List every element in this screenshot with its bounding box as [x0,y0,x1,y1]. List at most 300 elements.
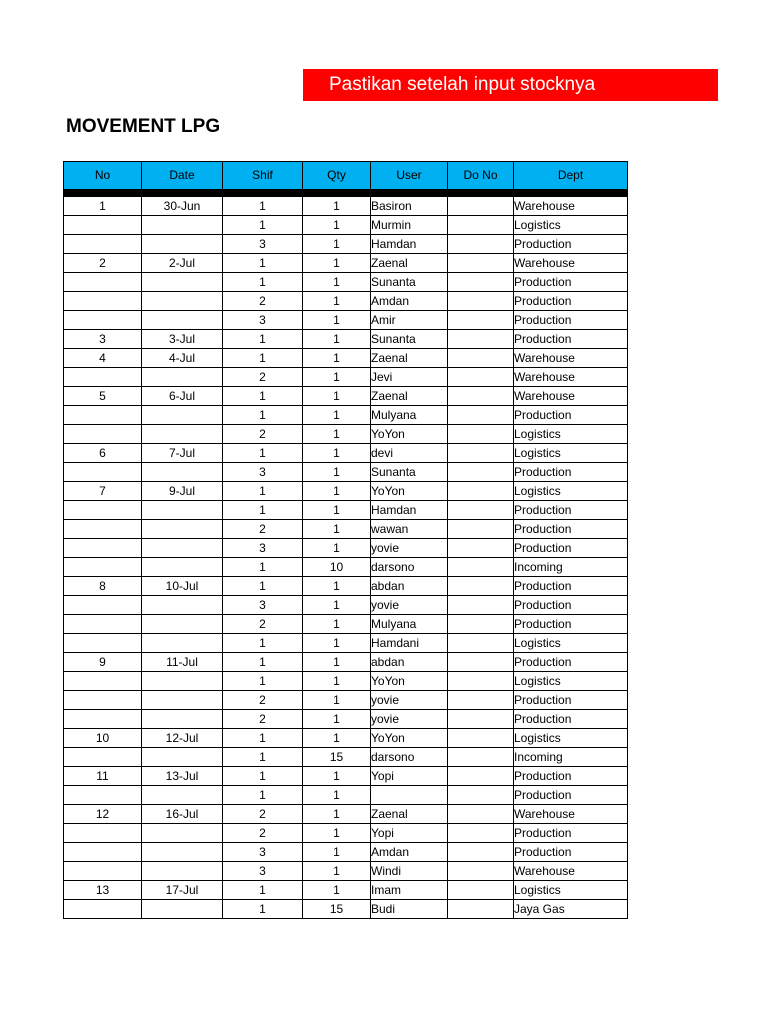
cell-no[interactable] [64,596,142,615]
cell-user[interactable]: Amdan [371,843,448,862]
cell-shif[interactable]: 1 [223,558,303,577]
cell-user[interactable]: abdan [371,653,448,672]
cell-do-no[interactable] [448,843,514,862]
cell-user[interactable]: Yopi [371,767,448,786]
cell-dept[interactable]: Logistics [514,729,628,748]
cell-do-no[interactable] [448,729,514,748]
cell-date[interactable]: 11-Jul [142,653,223,672]
cell-do-no[interactable] [448,558,514,577]
cell-date[interactable] [142,710,223,729]
cell-do-no[interactable] [448,596,514,615]
cell-dept[interactable]: Logistics [514,425,628,444]
movement-table [63,161,628,919]
cell-dept[interactable]: Logistics [514,634,628,653]
cell-date[interactable] [142,235,223,254]
cell-no[interactable]: 4 [64,349,142,368]
cell-do-no[interactable] [448,767,514,786]
cell-no[interactable]: 6 [64,444,142,463]
header-divider [64,189,628,197]
cell-no[interactable]: 1 [64,197,142,216]
cell-date[interactable] [142,615,223,634]
header-no[interactable]: No [64,162,142,190]
table-row [64,463,628,482]
cell-dept[interactable]: Production [514,767,628,786]
cell-shif[interactable]: 2 [223,425,303,444]
cell-dept[interactable]: Production [514,273,628,292]
cell-qty[interactable]: 1 [303,634,371,653]
cell-dept[interactable]: Logistics [514,881,628,900]
cell-shif[interactable]: 1 [223,729,303,748]
cell-date[interactable]: 4-Jul [142,349,223,368]
cell-user[interactable]: devi [371,444,448,463]
cell-do-no[interactable] [448,805,514,824]
cell-qty[interactable]: 1 [303,672,371,691]
cell-qty[interactable]: 1 [303,311,371,330]
cell-date[interactable] [142,786,223,805]
table-row [64,634,628,653]
cell-shif[interactable]: 1 [223,653,303,672]
cell-user[interactable]: Amir [371,311,448,330]
cell-date[interactable] [142,691,223,710]
cell-user[interactable]: Murmin [371,216,448,235]
cell-dept[interactable]: Production [514,501,628,520]
cell-date[interactable]: 7-Jul [142,444,223,463]
cell-dept[interactable]: Jaya Gas [514,900,628,919]
header-user[interactable]: User [371,162,448,190]
cell-shif[interactable]: 1 [223,197,303,216]
cell-date[interactable]: 2-Jul [142,254,223,273]
cell-qty[interactable]: 1 [303,273,371,292]
cell-date[interactable] [142,463,223,482]
cell-shif[interactable]: 1 [223,216,303,235]
cell-do-no[interactable] [448,197,514,216]
cell-no[interactable] [64,311,142,330]
cell-shif[interactable]: 1 [223,330,303,349]
cell-dept[interactable]: Warehouse [514,862,628,881]
table-row [64,444,628,463]
table-row [64,710,628,729]
cell-shif[interactable]: 2 [223,805,303,824]
cell-date[interactable] [142,368,223,387]
cell-do-no[interactable] [448,273,514,292]
cell-user[interactable]: yovie [371,596,448,615]
cell-user[interactable]: Mulyana [371,615,448,634]
cell-do-no[interactable] [448,520,514,539]
cell-qty[interactable]: 1 [303,805,371,824]
cell-do-no[interactable] [448,786,514,805]
cell-qty[interactable]: 1 [303,501,371,520]
cell-user[interactable]: Basiron [371,197,448,216]
cell-dept[interactable]: Production [514,520,628,539]
cell-qty[interactable]: 1 [303,463,371,482]
cell-date[interactable]: 3-Jul [142,330,223,349]
cell-no[interactable] [64,292,142,311]
cell-user[interactable] [371,786,448,805]
cell-do-no[interactable] [448,501,514,520]
cell-user[interactable]: YoYon [371,672,448,691]
cell-do-no[interactable] [448,349,514,368]
cell-dept[interactable]: Logistics [514,216,628,235]
cell-no[interactable] [64,824,142,843]
cell-dept[interactable]: Incoming [514,558,628,577]
cell-date[interactable] [142,311,223,330]
cell-dept[interactable]: Production [514,615,628,634]
cell-user[interactable]: Zaenal [371,254,448,273]
cell-no[interactable]: 11 [64,767,142,786]
cell-user[interactable]: Imam [371,881,448,900]
cell-no[interactable]: 10 [64,729,142,748]
cell-shif[interactable]: 3 [223,862,303,881]
table-row [64,767,628,786]
cell-user[interactable]: Zaenal [371,805,448,824]
cell-user[interactable]: Yopi [371,824,448,843]
cell-dept[interactable]: Logistics [514,482,628,501]
cell-do-no[interactable] [448,691,514,710]
cell-no[interactable] [64,615,142,634]
cell-qty[interactable]: 1 [303,691,371,710]
cell-shif[interactable]: 1 [223,748,303,767]
cell-date[interactable]: 16-Jul [142,805,223,824]
table-row [64,748,628,767]
cell-shif[interactable]: 1 [223,672,303,691]
table-row [64,482,628,501]
cell-date[interactable] [142,406,223,425]
cell-no[interactable] [64,235,142,254]
cell-dept[interactable]: Warehouse [514,368,628,387]
header-row [64,162,628,190]
cell-user[interactable]: Sunanta [371,273,448,292]
cell-shif[interactable]: 1 [223,349,303,368]
cell-shif[interactable]: 2 [223,824,303,843]
cell-no[interactable] [64,786,142,805]
cell-dept[interactable]: Production [514,292,628,311]
header-qty[interactable]: Qty [303,162,371,190]
cell-do-no[interactable] [448,672,514,691]
cell-shif[interactable]: 2 [223,520,303,539]
cell-shif[interactable]: 1 [223,786,303,805]
cell-date[interactable] [142,843,223,862]
cell-date[interactable]: 12-Jul [142,729,223,748]
cell-qty[interactable]: 1 [303,539,371,558]
cell-qty[interactable]: 1 [303,330,371,349]
cell-user[interactable]: darsono [371,558,448,577]
cell-qty[interactable]: 1 [303,824,371,843]
cell-no[interactable] [64,501,142,520]
cell-no[interactable] [64,463,142,482]
cell-shif[interactable]: 1 [223,577,303,596]
cell-do-no[interactable] [448,881,514,900]
cell-do-no[interactable] [448,615,514,634]
cell-qty[interactable]: 1 [303,786,371,805]
cell-do-no[interactable] [448,368,514,387]
cell-dept[interactable]: Logistics [514,672,628,691]
cell-user[interactable]: Mulyana [371,406,448,425]
cell-no[interactable]: 12 [64,805,142,824]
cell-qty[interactable]: 1 [303,444,371,463]
table-row [64,805,628,824]
cell-no[interactable] [64,406,142,425]
cell-no[interactable]: 5 [64,387,142,406]
cell-dept[interactable]: Production [514,710,628,729]
cell-dept[interactable]: Warehouse [514,349,628,368]
cell-date[interactable] [142,596,223,615]
cell-no[interactable]: 8 [64,577,142,596]
cell-dept[interactable]: Warehouse [514,197,628,216]
cell-qty[interactable]: 1 [303,387,371,406]
cell-qty[interactable]: 1 [303,653,371,672]
cell-dept[interactable]: Logistics [514,444,628,463]
cell-qty[interactable]: 1 [303,729,371,748]
cell-date[interactable] [142,672,223,691]
cell-dept[interactable]: Production [514,311,628,330]
cell-user[interactable]: yovie [371,691,448,710]
cell-shif[interactable]: 1 [223,900,303,919]
cell-no[interactable] [64,539,142,558]
cell-shif[interactable]: 3 [223,463,303,482]
cell-qty[interactable]: 1 [303,577,371,596]
cell-qty[interactable]: 1 [303,767,371,786]
cell-shif[interactable]: 2 [223,292,303,311]
cell-qty[interactable]: 1 [303,881,371,900]
cell-dept[interactable]: Warehouse [514,387,628,406]
cell-date[interactable] [142,634,223,653]
cell-qty[interactable]: 1 [303,425,371,444]
cell-date[interactable] [142,292,223,311]
table-body [64,197,628,919]
table-row [64,862,628,881]
cell-do-no[interactable] [448,862,514,881]
cell-date[interactable]: 6-Jul [142,387,223,406]
cell-qty[interactable]: 1 [303,843,371,862]
cell-shif[interactable]: 2 [223,615,303,634]
cell-no[interactable] [64,368,142,387]
cell-do-no[interactable] [448,482,514,501]
cell-dept[interactable]: Production [514,824,628,843]
cell-shif[interactable]: 1 [223,387,303,406]
cell-do-no[interactable] [448,216,514,235]
cell-user[interactable]: YoYon [371,482,448,501]
table-row [64,387,628,406]
header-do-no[interactable]: Do No [448,162,514,190]
cell-do-no[interactable] [448,653,514,672]
cell-no[interactable]: 7 [64,482,142,501]
cell-qty[interactable]: 1 [303,368,371,387]
cell-user[interactable]: Hamdan [371,501,448,520]
cell-do-no[interactable] [448,254,514,273]
cell-user[interactable]: Windi [371,862,448,881]
cell-date[interactable]: 17-Jul [142,881,223,900]
cell-shif[interactable]: 2 [223,368,303,387]
cell-user[interactable]: yovie [371,539,448,558]
cell-dept[interactable]: Production [514,330,628,349]
cell-user[interactable]: Zaenal [371,387,448,406]
cell-qty[interactable]: 1 [303,710,371,729]
cell-dept[interactable]: Warehouse [514,805,628,824]
header-dept[interactable]: Dept [514,162,628,190]
cell-no[interactable]: 9 [64,653,142,672]
cell-qty[interactable]: 1 [303,216,371,235]
header-shif[interactable]: Shif [223,162,303,190]
cell-do-no[interactable] [448,900,514,919]
table-row [64,653,628,672]
cell-shif[interactable]: 1 [223,273,303,292]
cell-dept[interactable]: Production [514,653,628,672]
cell-shif[interactable]: 1 [223,634,303,653]
cell-qty[interactable]: 1 [303,482,371,501]
cell-user[interactable]: darsono [371,748,448,767]
cell-dept[interactable]: Production [514,596,628,615]
cell-no[interactable] [64,216,142,235]
table-row [64,881,628,900]
table-row [64,900,628,919]
cell-date[interactable] [142,501,223,520]
cell-do-no[interactable] [448,710,514,729]
cell-no[interactable] [64,900,142,919]
cell-do-no[interactable] [448,406,514,425]
table-row [64,330,628,349]
cell-date[interactable] [142,425,223,444]
cell-shif[interactable]: 2 [223,710,303,729]
cell-qty[interactable]: 1 [303,406,371,425]
cell-shif[interactable]: 3 [223,311,303,330]
cell-user[interactable]: Amdan [371,292,448,311]
cell-dept[interactable]: Production [514,843,628,862]
cell-shif[interactable]: 1 [223,444,303,463]
cell-dept[interactable]: Production [514,406,628,425]
cell-no[interactable] [64,843,142,862]
header-date[interactable]: Date [142,162,223,190]
cell-user[interactable]: Hamdan [371,235,448,254]
reminder-banner [303,69,718,101]
cell-user[interactable]: yovie [371,710,448,729]
cell-no[interactable] [64,710,142,729]
cell-date[interactable] [142,862,223,881]
cell-user[interactable]: YoYon [371,729,448,748]
table-row [64,558,628,577]
cell-no[interactable] [64,748,142,767]
cell-date[interactable] [142,900,223,919]
cell-do-no[interactable] [448,463,514,482]
cell-no[interactable] [64,520,142,539]
cell-do-no[interactable] [448,634,514,653]
cell-no[interactable] [64,862,142,881]
cell-qty[interactable]: 10 [303,558,371,577]
cell-do-no[interactable] [448,444,514,463]
cell-do-no[interactable] [448,311,514,330]
cell-do-no[interactable] [448,330,514,349]
cell-do-no[interactable] [448,539,514,558]
cell-shif[interactable]: 2 [223,691,303,710]
cell-no[interactable]: 2 [64,254,142,273]
cell-do-no[interactable] [448,425,514,444]
cell-user[interactable]: abdan [371,577,448,596]
cell-qty[interactable]: 1 [303,862,371,881]
cell-qty[interactable]: 1 [303,197,371,216]
cell-do-no[interactable] [448,387,514,406]
cell-user[interactable]: wawan [371,520,448,539]
cell-qty[interactable]: 1 [303,596,371,615]
cell-date[interactable] [142,824,223,843]
cell-do-no[interactable] [448,824,514,843]
cell-shif[interactable]: 1 [223,501,303,520]
cell-shif[interactable]: 1 [223,767,303,786]
cell-qty[interactable]: 1 [303,520,371,539]
cell-no[interactable] [64,558,142,577]
cell-dept[interactable]: Production [514,577,628,596]
cell-no[interactable] [64,691,142,710]
cell-qty[interactable]: 15 [303,900,371,919]
table-row [64,349,628,368]
cell-user[interactable]: Sunanta [371,330,448,349]
table-row [64,406,628,425]
cell-do-no[interactable] [448,292,514,311]
cell-date[interactable]: 30-Jun [142,197,223,216]
cell-date[interactable] [142,748,223,767]
cell-qty[interactable]: 1 [303,254,371,273]
cell-date[interactable] [142,520,223,539]
cell-shif[interactable]: 3 [223,843,303,862]
cell-no[interactable]: 3 [64,330,142,349]
table-row [64,254,628,273]
cell-dept[interactable]: Production [514,235,628,254]
cell-qty[interactable]: 1 [303,235,371,254]
cell-user[interactable]: Sunanta [371,463,448,482]
cell-shif[interactable]: 1 [223,406,303,425]
cell-date[interactable] [142,539,223,558]
cell-user[interactable]: Budi [371,900,448,919]
cell-dept[interactable]: Production [514,463,628,482]
cell-no[interactable]: 13 [64,881,142,900]
cell-do-no[interactable] [448,235,514,254]
cell-no[interactable] [64,634,142,653]
cell-date[interactable] [142,273,223,292]
cell-do-no[interactable] [448,748,514,767]
cell-qty[interactable]: 15 [303,748,371,767]
table-row [64,729,628,748]
cell-dept[interactable]: Production [514,539,628,558]
cell-user[interactable]: Zaenal [371,349,448,368]
cell-no[interactable] [64,672,142,691]
cell-no[interactable] [64,425,142,444]
cell-date[interactable] [142,216,223,235]
cell-do-no[interactable] [448,577,514,596]
cell-shif[interactable]: 3 [223,539,303,558]
cell-date[interactable]: 10-Jul [142,577,223,596]
cell-dept[interactable]: Production [514,691,628,710]
cell-shif[interactable]: 3 [223,235,303,254]
cell-date[interactable] [142,558,223,577]
cell-shif[interactable]: 1 [223,482,303,501]
cell-user[interactable]: Jevi [371,368,448,387]
cell-date[interactable]: 13-Jul [142,767,223,786]
cell-no[interactable] [64,273,142,292]
cell-dept[interactable]: Incoming [514,748,628,767]
cell-shif[interactable]: 1 [223,254,303,273]
cell-qty[interactable]: 1 [303,349,371,368]
table-row [64,216,628,235]
cell-user[interactable]: Hamdani [371,634,448,653]
cell-shif[interactable]: 1 [223,881,303,900]
cell-date[interactable]: 9-Jul [142,482,223,501]
cell-qty[interactable]: 1 [303,292,371,311]
table-row [64,425,628,444]
cell-shif[interactable]: 3 [223,596,303,615]
cell-qty[interactable]: 1 [303,615,371,634]
cell-dept[interactable]: Production [514,786,628,805]
cell-dept[interactable]: Warehouse [514,254,628,273]
table-row [64,596,628,615]
cell-user[interactable]: YoYon [371,425,448,444]
